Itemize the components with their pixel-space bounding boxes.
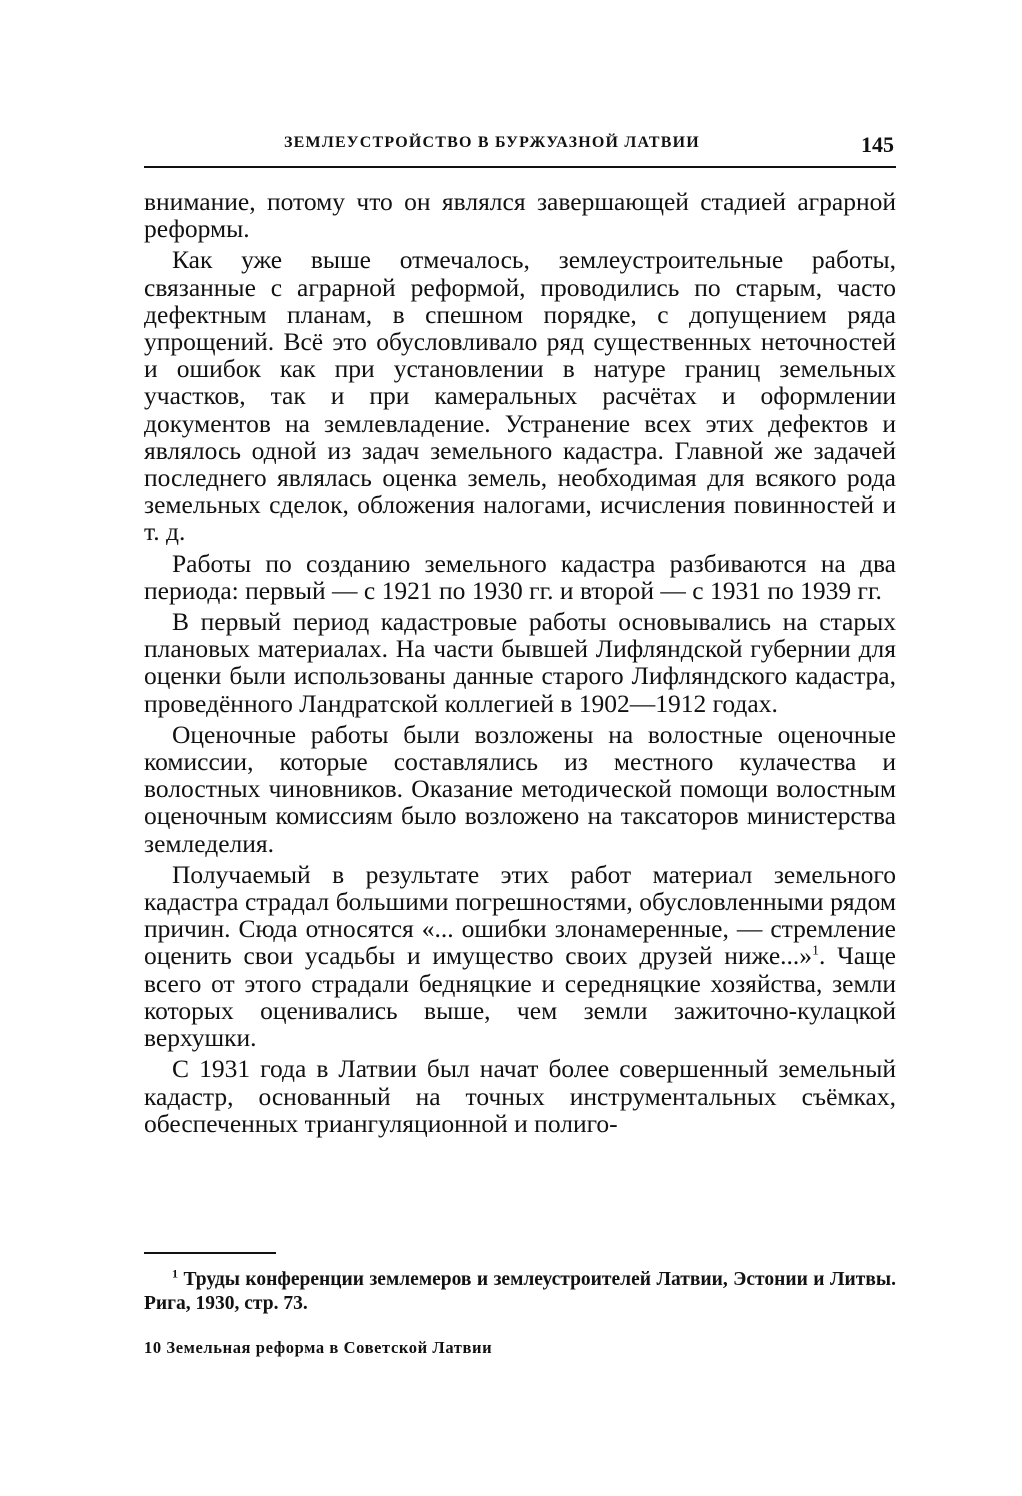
footnote-divider xyxy=(144,1252,276,1254)
main-text xyxy=(144,188,896,1141)
footnote xyxy=(144,1268,896,1316)
page-number: 145 xyxy=(861,132,894,157)
running-head xyxy=(144,132,896,168)
paragraph-text: . Чаще всего от этого страдали бедняцкие и середняцкие хозяйства, земли которых оценивались выше, чем земли зажиточно-кулацкой верхушки. xyxy=(144,941,896,1053)
paragraph: В первый период кадастровые работы основывались на старых плановых материалах. На части бывшей Лифляндской губернии для оценки были использованы данные старого Лифляндского кадастра, проведённого Ландратской коллегией в 1902—1912 годах. xyxy=(144,607,896,718)
paragraph: С 1931 года в Латвии был начат более совершенный земельный кадастр, основанный на точных инструментальных съёмках, обеспеченных триангуляционной и полиго- xyxy=(144,1054,896,1138)
printer-signature: 10 Земельная реформа в Советской Латвии xyxy=(144,1338,493,1357)
paragraph-text: Получаемый в результате этих работ материал земельного кадастра страдал большими погрешностями, обусловленными рядом причин. Сюда относятся «... ошибки злонамеренные, — стремление оценить свои усадьбы и имущество своих друзей ниже...» xyxy=(144,859,896,971)
footnote-marker: 1 xyxy=(172,1266,178,1281)
running-title: ЗЕМЛЕУСТРОЙСТВО В БУРЖУАЗНОЙ ЛАТВИИ xyxy=(284,134,700,151)
footnote-text: Труды конференции землемеров и землеустроителей Латвии, Эстонии и Литвы. Рига, 1930, стр. 73. xyxy=(144,1269,896,1314)
paragraph-continuation: внимание, потому что он являлся завершающей стадией аграрной реформы. xyxy=(144,187,896,244)
paragraph-with-footnote-ref xyxy=(144,861,896,1051)
paragraph: Как уже выше отмечалось, землеустроительные работы, связанные с аграрной реформой, проводились по старым, часто дефектным планам, в спешном порядке, с допущением ряда упрощений. Всё это обусловливало ряд существенных неточностей и ошибок как при установлении в натуре границ земельных участков, так и при камеральных расчётах и оформлении документов на землевладение. Устранение всех этих дефектов и являлось одной из задач земельного кадастра. Главной же задачей последнего являлась оценка земель, необходимая для всякого рода земельных сделок, обложения налогами, исчисления повинностей и т. д. xyxy=(144,245,896,547)
footnote-reference: 1 xyxy=(812,943,820,959)
paragraph: Работы по созданию земельного кадастра разбиваются на два периода: первый — с 1921 по 1930 гг. и второй — с 1931 по 1939 гг. xyxy=(144,548,896,605)
paragraph: Оценочные работы были возложены на волостные оценочные комиссии, которые составлялись из местного кулачества и волостных чиновников. Оказание методической помощи волостным оценочным комиссиям было возложено на таксаторов министерства земледелия. xyxy=(144,719,896,858)
